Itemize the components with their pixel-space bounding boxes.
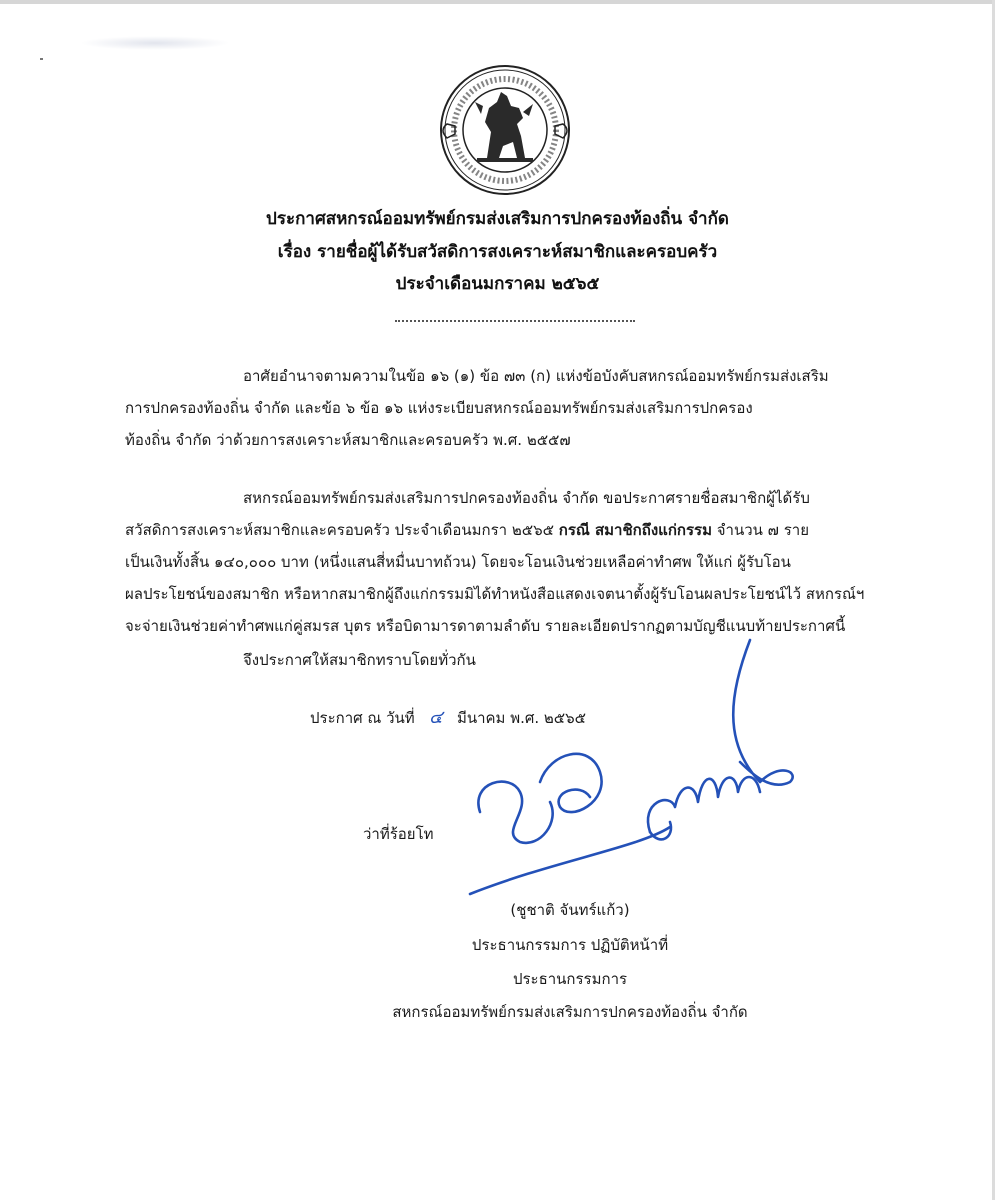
paragraph-line: การปกครองท้องถิ่น จำกัด และข้อ ๖ ข้อ ๑๖ แห่งระเบียบสหกรณ์ออมทรัพย์กรมส่งเสริมการปกครอง [125, 399, 753, 417]
dotted-divider [395, 320, 635, 322]
authority-paragraph [125, 360, 905, 456]
paragraph-line [125, 514, 905, 546]
line-text: สวัสดิการสงเคราะห์สมาชิกและครอบครัว ประจำเดือนมกรา ๒๕๖๕ [125, 521, 559, 539]
date-day: ๔ [429, 707, 443, 728]
paragraph-line: ท้องถิ่น จำกัด ว่าด้วยการสงเคราะห์สมาชิกและครอบครัว พ.ศ. ๒๕๕๗ [125, 431, 571, 449]
handwritten-signature [460, 632, 820, 902]
paragraph-line: จะจ่ายเงินช่วยค่าทำศพแก่คู่สมรส บุตร หรือบิดามารดาตามลำดับ รายละเอียดปรากฏตามบัญชีแนบท้ายประกาศนี้ [125, 617, 846, 635]
line-text: จำนวน ๗ ราย [711, 521, 809, 539]
signer-title: ประธานกรรมการ ปฏิบัติหน้าที่ [471, 936, 669, 954]
paragraph-line: เป็นเงินทั้งสิ้น ๑๔๐,๐๐๐ บาท (หนึ่งแสนสี่หมื่นบาทถ้วน) โดยจะโอนเงินช่วยเหลือค่าทำศพ ให้แก่ ผู้รับโอน [125, 553, 791, 571]
closing-statement: จึงประกาศให้สมาชิกทราบโดยทั่วกัน [243, 651, 476, 669]
date-prefix: ประกาศ ณ วันที่ [310, 709, 415, 727]
signer-organization: สหกรณ์ออมทรัพย์กรมส่งเสริมการปกครองท้องถิ่น จำกัด [392, 1003, 748, 1021]
announcement-title: ประกาศสหกรณ์ออมทรัพย์กรมส่งเสริมการปกครองท้องถิ่น จำกัด [266, 209, 729, 229]
signer-title-secondary: ประธานกรรมการ [512, 970, 628, 988]
scan-smudge [80, 36, 230, 50]
announcement-subject: เรื่อง รายชื่อผู้ได้รับสวัสดิการสงเคราะห์สมาชิกและครอบครัว [277, 242, 718, 262]
case-type-emphasis: กรณี สมาชิกถึงแก่กรรม [558, 521, 712, 539]
announcement-paragraph [125, 482, 905, 642]
scan-edge-top [0, 0, 995, 4]
signer-rank: ว่าที่ร้อยโท [363, 825, 434, 843]
cooperative-seal-icon [437, 62, 573, 198]
date-suffix: มีนาคม พ.ศ. ๒๕๖๕ [456, 709, 587, 727]
scan-speck [40, 58, 43, 60]
announcement-period: ประจำเดือนมกราคม ๒๕๖๕ [395, 274, 600, 294]
paragraph-line: สหกรณ์ออมทรัพย์กรมส่งเสริมการปกครองท้องถิ่น จำกัด ขอประกาศรายชื่อสมาชิกผู้ได้รับ [243, 489, 810, 507]
paragraph-line: ผลประโยชน์ของสมาชิก หรือหากสมาชิกผู้ถึงแก่กรรมมิได้ทำหนังสือแสดงเจตนาตั้งผู้รับโอนผลประโยชน์ไว้ สหกรณ์ฯ [125, 585, 865, 603]
signer-name: (ชูชาติ จันทร์แก้ว) [510, 901, 630, 919]
paragraph-line: อาศัยอำนาจตามความในข้อ ๑๖ (๑) ข้อ ๗๓ (ก) แห่งข้อบังคับสหกรณ์ออมทรัพย์กรมส่งเสริม [243, 367, 829, 385]
